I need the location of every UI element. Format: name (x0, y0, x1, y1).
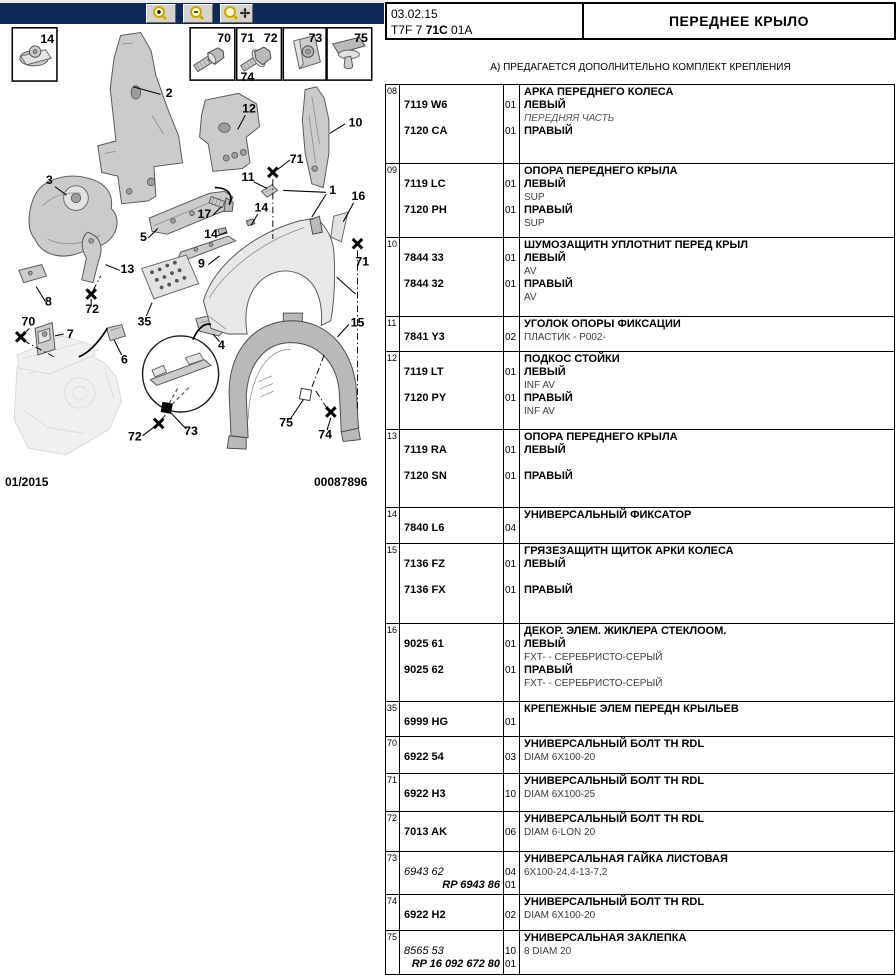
callout-12: 12 (242, 101, 256, 116)
table-row-71 (386, 774, 894, 812)
callout-9: 9 (198, 256, 205, 271)
callout-72: 72 (263, 31, 278, 46)
diagram-date: 01/2015 (5, 475, 49, 489)
detail-circle (143, 324, 219, 414)
col-description: УНИВЕРСАЛЬНЫЙ БОЛТ TH RDL DIAM 6X100-25 (524, 775, 705, 800)
row-ref: 13 (386, 430, 400, 507)
header-row (385, 0, 896, 40)
col-description: ОПОРА ПЕРЕДНЕГО КРЫЛА ЛЕВЫЙ SUP ПРАВЫЙ SUP (524, 165, 678, 229)
col-quantity: 03 (504, 737, 520, 773)
header-code: T7F 7 71C 01A (391, 23, 473, 37)
table-row-70 (386, 737, 894, 774)
callout-73: 73 (184, 423, 198, 438)
fastener-marker (326, 407, 336, 417)
part-14-nut (218, 219, 255, 235)
callout-3: 3 (45, 172, 53, 187)
table-row-11 (386, 317, 894, 352)
col-quantity: 02 (504, 895, 520, 930)
diagram-toolbar (0, 3, 384, 24)
callout-72: 72 (128, 429, 142, 444)
col-description: УНИВЕРСАЛЬНАЯ ГАЙКА ЛИСТОВАЯ 6X100-24,4-13-7,2 (524, 853, 728, 878)
col-description: УНИВЕРСАЛЬНЫЙ БОЛТ TH RDL DIAM 6-LON 20 (524, 813, 705, 838)
col-description: УНИВЕРСАЛЬНЫЙ БОЛТ TH RDL DIAM 6X100-20 (524, 896, 705, 921)
part-13-bracket (82, 232, 101, 282)
row-ref: 72 (386, 812, 400, 851)
col-quantity: 04 01 (504, 852, 520, 894)
col-part-number: 6922 H2 (400, 895, 504, 930)
callout-35: 35 (137, 314, 152, 329)
header-date: 03.02.15 (391, 7, 438, 21)
table-row-74 (386, 895, 894, 931)
col-part-number: 7119 RA 7120 SN (400, 430, 504, 507)
callout-70: 70 (21, 314, 36, 329)
callout-74: 74 (318, 427, 333, 442)
row-ref: 75 (386, 931, 400, 974)
diagram-number: 00087896 (314, 475, 368, 489)
callout-74: 74 (240, 70, 255, 85)
kit-note: А) ПРЕДАГАЕТСЯ ДОПОЛНИТЕЛЬНО КОМПЛЕКТ КРЕПЛЕНИЯ (490, 62, 791, 73)
row-ref: 70 (386, 737, 400, 773)
callout-73: 73 (308, 31, 323, 46)
callout-75: 75 (279, 415, 294, 430)
callout-14: 14 (254, 200, 269, 215)
table-row-10 (386, 238, 894, 317)
col-quantity: 01 01 (504, 430, 520, 507)
table-row-12 (386, 352, 894, 430)
row-ref: 10 (386, 238, 400, 316)
col-description: УНИВЕРСАЛЬНАЯ ЗАКЛЕПКА 8 DIAM 20 (524, 932, 687, 957)
callout-2: 2 (165, 86, 173, 101)
col-quantity: 01 01 (504, 352, 520, 429)
col-part-number: 7013 AK (400, 812, 504, 851)
col-quantity: 01 01 (504, 624, 520, 701)
col-description: ШУМОЗАЩИТН УПЛОТНИТ ПЕРЕД КРЫЛ ЛЕВЫЙ AV ПРАВЫЙ AV (524, 239, 749, 303)
zoom-in-icon (151, 5, 171, 22)
callout-5: 5 (140, 229, 147, 244)
part-35-hardware-plate (142, 255, 199, 299)
row-ref: 11 (386, 317, 400, 351)
callout-17: 17 (197, 207, 212, 222)
part-16-corner-trim (331, 212, 348, 241)
col-part-number: 7119 LC 7120 PH (400, 164, 504, 237)
callout-71: 71 (240, 31, 255, 46)
col-part-number: 6922 H3 (400, 774, 504, 811)
row-ref: 71 (386, 774, 400, 811)
zoom-pan-button[interactable] (220, 4, 253, 23)
col-description: УГОЛОК ОПОРЫ ФИКСАЦИИ ПЛАСТИК - P002- (524, 318, 681, 343)
col-part-number: 7840 L6 (400, 508, 504, 543)
col-part-number: 7841 Y3 (400, 317, 504, 351)
callout-14: 14 (40, 32, 55, 47)
fastener-marker (268, 168, 278, 178)
row-ref: 74 (386, 895, 400, 930)
col-part-number: 7119 W6 7120 CA (400, 85, 504, 163)
row-ref: 15 (386, 544, 400, 623)
callout-75: 75 (354, 31, 368, 46)
col-description: УНИВЕРСАЛЬНЫЙ ФИКСАТОР (524, 509, 692, 521)
part-8-bracket (19, 265, 47, 283)
callout-15: 15 (350, 315, 365, 330)
part-7-bracket (35, 323, 55, 355)
col-quantity: 02 (504, 317, 520, 351)
col-quantity: 06 (504, 812, 520, 851)
col-description: ОПОРА ПЕРЕДНЕГО КРЫЛА ЛЕВЫЙ ПРАВЫЙ (524, 431, 678, 482)
col-description: ДЕКОР. ЭЛЕМ. ЖИКЛЕРА СТЕКЛООМ. ЛЕВЫЙ FXT- - СЕРЕБРИСТО-СЕРЫЙ ПРАВЫЙ FXT- - СЕРЕБРИСТО-СЕРЫЙ (524, 625, 727, 689)
callout-11: 11 (241, 169, 255, 184)
callout-14: 14 (204, 226, 218, 241)
row-ref: 08 (386, 85, 400, 163)
table-row-08 (386, 85, 894, 164)
col-description: ГРЯЗЕЗАЩИТН ЩИТОК АРКИ КОЛЕСА ЛЕВЫЙ ПРАВЫЙ (524, 545, 734, 596)
page-title: ПЕРЕДНЕЕ КРЫЛО (584, 2, 896, 40)
zoom-in-button[interactable] (146, 4, 176, 23)
col-part-number: 6922 54 (400, 737, 504, 773)
col-part-number: 7119 LT 7120 PY (400, 352, 504, 429)
zoom-out-icon (188, 5, 208, 22)
part-2-pillar-panel (98, 33, 183, 204)
col-description: АРКА ПЕРЕДНЕГО КОЛЕСА ЛЕВЫЙ ПЕРЕДНЯЯ ЧАСТЬ ПРАВЫЙ (524, 86, 674, 137)
fastener-marker (154, 419, 164, 429)
col-part-number: 9025 61 9025 62 (400, 624, 504, 701)
row-ref: 12 (386, 352, 400, 429)
col-description: ПОДКОС СТОЙКИ ЛЕВЫЙ INF AV ПРАВЫЙ INF AV (524, 353, 620, 417)
part-3-wheel-housing (29, 176, 117, 256)
table-row-15 (386, 544, 894, 624)
callout-6: 6 (121, 352, 128, 367)
row-ref: 14 (386, 508, 400, 543)
table-row-14 (386, 508, 894, 544)
col-quantity: 04 (504, 508, 520, 543)
ghost-body-section (14, 336, 121, 455)
fastener-marker (86, 289, 96, 299)
zoom-out-button[interactable] (183, 4, 213, 23)
row-ref: 73 (386, 852, 400, 894)
col-quantity: 01 01 (504, 85, 520, 163)
callout-16: 16 (351, 188, 366, 203)
col-part-number: 6943 62 RP 6943 86 (400, 852, 504, 894)
col-quantity: 01 (504, 702, 520, 736)
parts-panel (385, 0, 896, 975)
row-ref: 35 (386, 702, 400, 736)
part-10-pillar-trim (302, 87, 329, 188)
fastener-marker (16, 332, 26, 342)
table-row-35 (386, 702, 894, 737)
col-quantity: 10 01 (504, 931, 520, 974)
table-row-13 (386, 430, 894, 508)
col-part-number: 7844 33 7844 32 (400, 238, 504, 316)
table-row-73 (386, 852, 894, 895)
col-quantity: 01 01 (504, 164, 520, 237)
row-ref: 09 (386, 164, 400, 237)
callout-13: 13 (120, 262, 135, 277)
col-part-number: 7136 FZ 7136 FX (400, 544, 504, 623)
col-description: КРЕПЕЖНЫЕ ЭЛЕМ ПЕРЕДН КРЫЛЬЕВ (524, 703, 739, 715)
table-row-75 (386, 931, 894, 974)
callout-71: 71 (355, 254, 370, 269)
header-info (385, 2, 584, 40)
col-description: УНИВЕРСАЛЬНЫЙ БОЛТ TH RDL DIAM 6X100-20 (524, 738, 705, 763)
callout-7: 7 (66, 326, 74, 341)
callout-10: 10 (348, 115, 363, 130)
fastener-marker (353, 239, 363, 249)
diagram-panel (0, 0, 384, 976)
col-quantity: 01 01 (504, 544, 520, 623)
callout-72: 72 (85, 302, 100, 317)
callout-70: 70 (217, 31, 231, 46)
part-6-clip (106, 325, 125, 341)
callout-1: 1 (329, 183, 337, 198)
part-5-rail (149, 191, 233, 234)
table-row-09 (386, 164, 894, 238)
zoom-pan-icon (223, 5, 251, 22)
col-quantity: 01 01 (504, 238, 520, 316)
col-quantity: 10 (504, 774, 520, 811)
col-part-number: 8565 53 RP 16 092 672 80 (400, 931, 504, 974)
callout-4: 4 (218, 338, 225, 353)
callout-8: 8 (44, 294, 52, 309)
table-row-72 (386, 812, 894, 852)
row-ref: 16 (386, 624, 400, 701)
col-part-number: 6999 HG (400, 702, 504, 736)
table-row-16 (386, 624, 894, 702)
callout-71: 71 (289, 151, 304, 166)
parts-table (385, 84, 895, 975)
parts-diagram (0, 24, 384, 490)
